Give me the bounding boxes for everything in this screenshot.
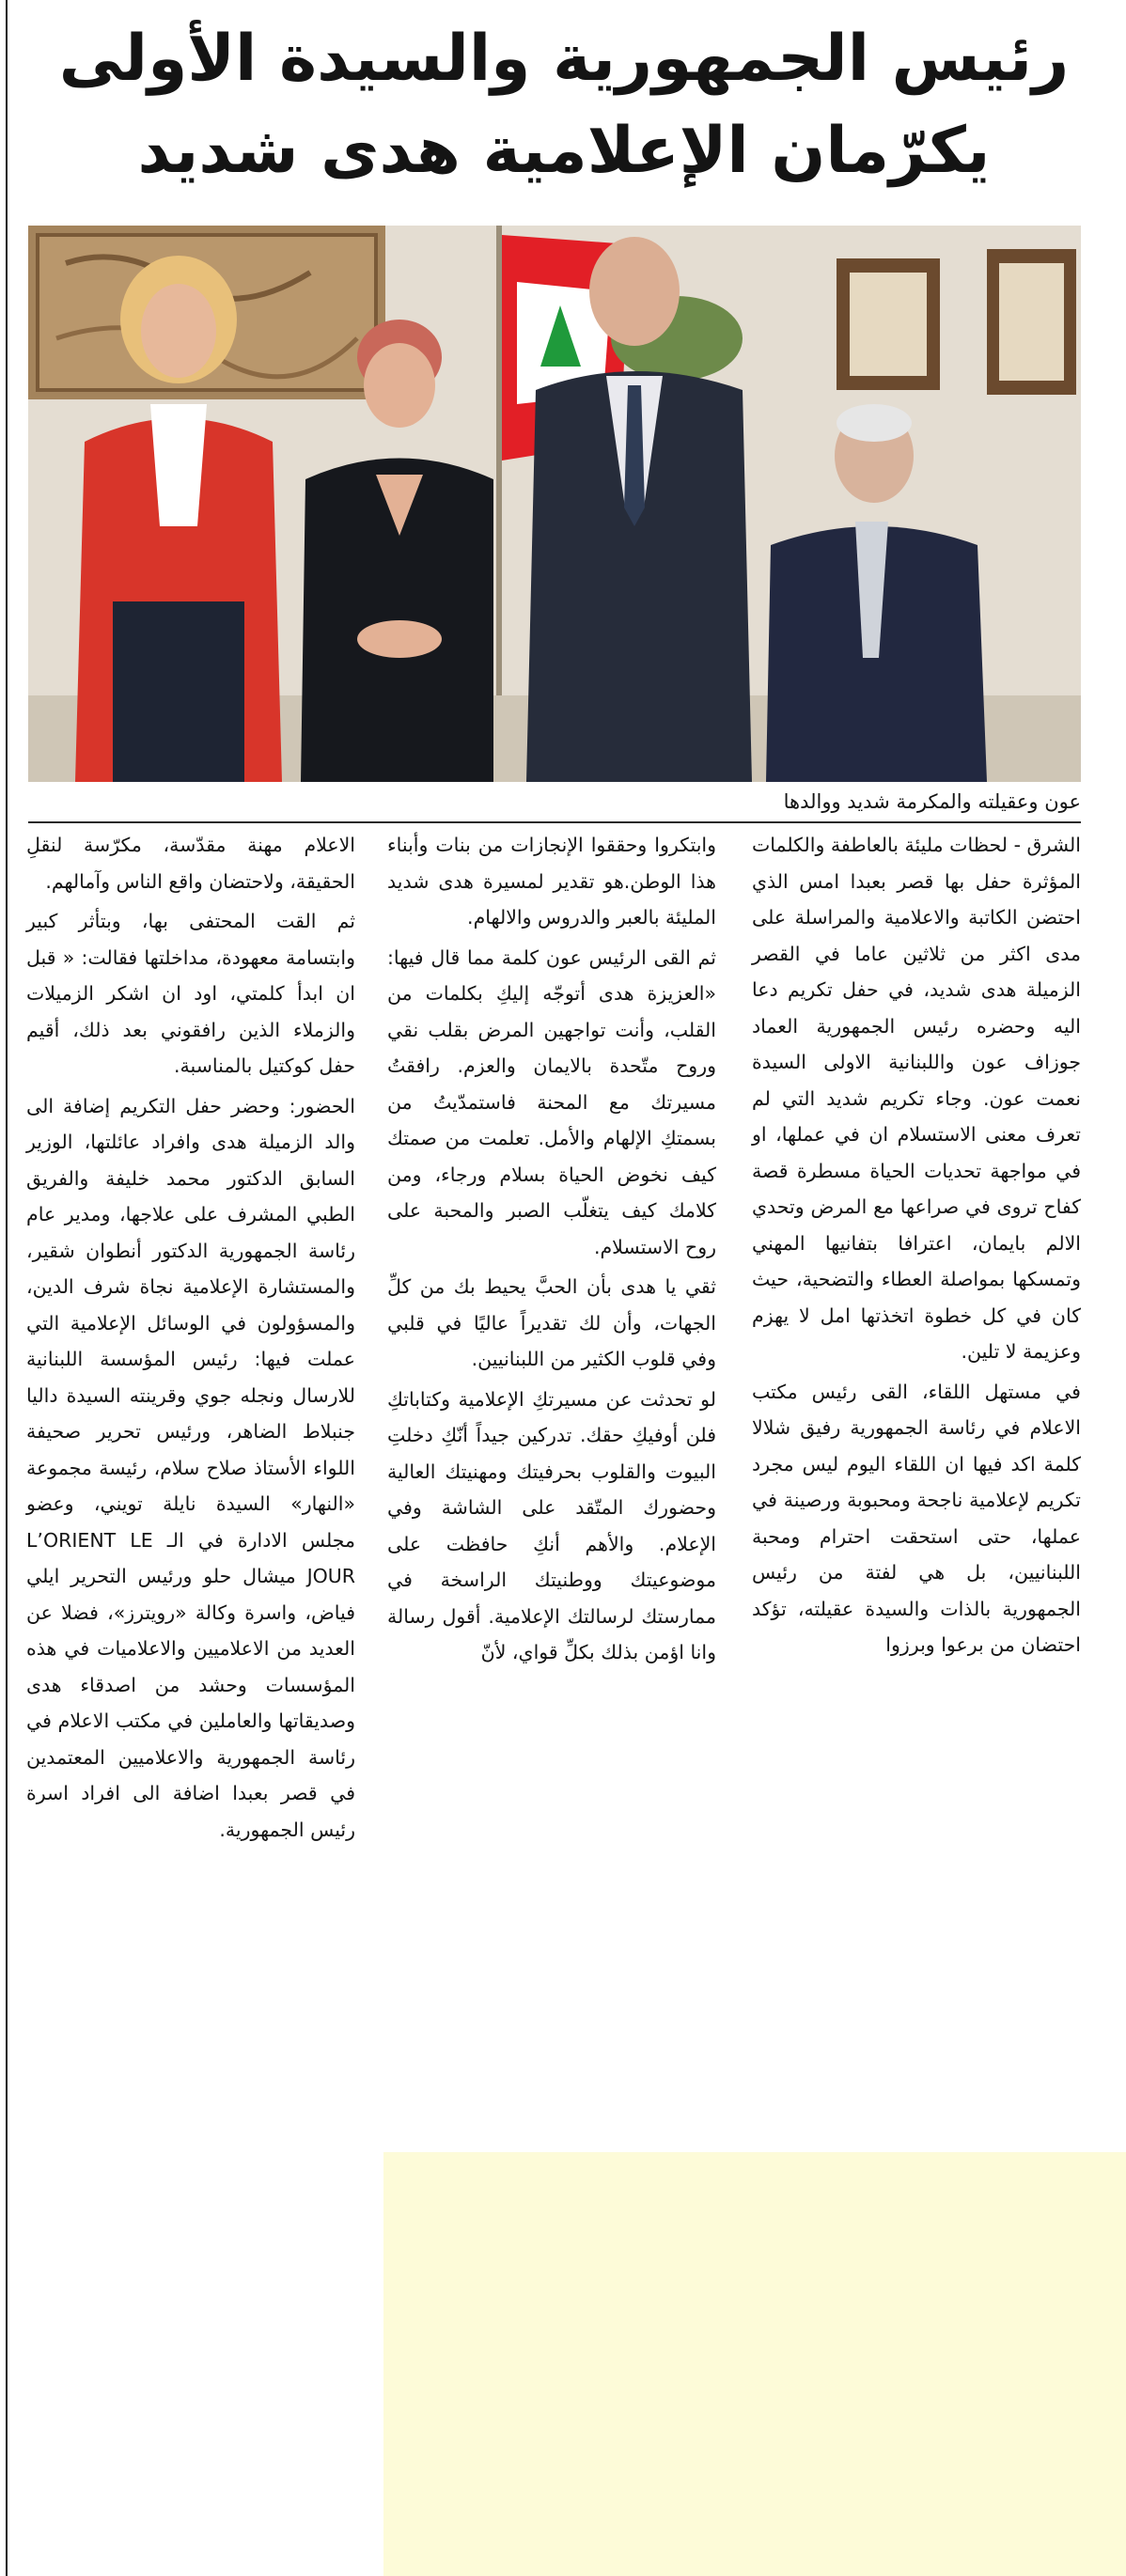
photo-caption: عون وعقيلته والمكرمة شديد ووالدها — [28, 786, 1081, 823]
article-column-right — [752, 827, 1081, 1667]
article-column-left — [26, 827, 355, 1851]
paragraph: لو تحدثت عن مسيرتكِ الإعلامية وكتاباتكِ فلن أوفيكِ حقك. تدركين جيداً أنّكِ دخلتِ البيوت والقلوب بحرفيتك ومهنيتك العالية وحضورك المتّقد على الشاشة وفي الإعلام. والأهم أنكِ حافظت على موضوعيتك ووطنيتك الراسخة في ممارستك لرسالتك الإعلامية. أقول رسالة وانا اؤمن بذلك بكلِّ قواي، لأنّ — [387, 1387, 716, 1663]
headline-line-2: يكرّمان الإعلامية هدى شديد — [137, 114, 991, 188]
headline-line-1: رئيس الجمهورية والسيدة الأولى — [58, 22, 1070, 96]
paragraph: الشرق - لحظات مليئة بالعاطفة والكلمات المؤثرة حفل بها قصر بعبدا امس الذي احتضن الكاتبة والاعلامية والمراسلة على مدى اكثر من ثلاثين عاما في القصر الزميلة هدى شديد، في حفل تكريم دعا اليه وحضره رئيس الجمهورية العماد جوزاف عون واللبنانية الاولى السيدة نعمت عون. وجاء تكريم شديد التي لم تعرف معنى الاستسلام ان في عملها، او في مواجهة تحديات الحياة مسطرة قصة كفاح تروى في صراعها مع المرض وتحدي الالم بايمان، اعترافا بتفانيها المهني وتمسكها بمواصلة العطاء والتضحية، حيث كان في كل خطوة اتخذتها امل لا يهزم وعزيمة لا تلين. — [752, 834, 1081, 1363]
paragraph: في مستهل اللقاء، القى رئيس مكتب الاعلام في رئاسة الجمهورية رفيق شلالا كلمة اكد فيها ان اللقاء اليوم ليس مجرد تكريم لإعلامية ناجحة ومحبوبة ورصينة في عملها، حتى استحقت احترام ومحبة اللبنانيين، بل هي لفتة من رئيس الجمهورية بالذات والسيدة عقيلته، تؤكد احتضان من برعوا وبرزوا — [752, 1380, 1081, 1656]
advertisement-placeholder — [383, 2152, 1126, 2576]
article-column-middle — [387, 827, 716, 1675]
paragraph: ثم القت المحتفى بها، وبتأثر كبير وابتسامة معهودة، مداخلتها فقالت: « قبل ان ابدأ كلمتي، اود ان اشكر الزميلات والزملاء الذين رافقوني بعد ذلك، أقيم حفل كوكتيل بالمناسبة. — [26, 910, 355, 1077]
article-photo — [28, 226, 1081, 782]
page-left-rule — [6, 0, 8, 2576]
paragraph: الحضور: وحضر حفل التكريم إضافة الى والد الزميلة هدى وافراد عائلتها، الوزير السابق الدكتور محمد خليفة والفريق الطبي المشرف على علاجها، ومدير عام رئاسة الجمهورية الدكتور أنطوان شقير، والمستشارة الإعلامية نجاة شرف الدين، والمسؤولون في الوسائل الإعلامية التي عملت فيها: رئيس المؤسسة اللبنانية للارسال ونجله جوي وقرينته السيدة داليا جنبلاط الضاهر، ورئيس تحرير صحيفة اللواء الأستاذ صلاح سلام، رئيسة مجموعة «النهار» السيدة نايلة تويني، وعضو مجلس الادارة في الـ L’ORIENT LE JOUR ميشال حلو ورئيس التحرير ايلي فياض، واسرة وكالة «رويترز»، فضلا عن العديد من الاعلاميين والاعلاميات في هذه المؤسسات وحشد من اصدقاء هدى وصديقاتها والعاملين في مكتب الاعلام في رئاسة الجمهورية والاعلاميين المعتمدين في قصر بعبدا اضافة الى افراد اسرة رئيس الجمهورية. — [26, 1094, 355, 1841]
paragraph: ثقي يا هدى بأن الحبَّ يحيط بك من كلِّ الجهات، وأن لك تقديراً عاليًا في قلبي وفي قلوب الكثير من اللبنانيين. — [387, 1275, 716, 1370]
paragraph: وابتكروا وحققوا الإنجازات من بنات وأبناء هذا الوطن.هو تقدير لمسيرة هدى شديد المليئة بالعبر والدروس والالهام. — [387, 834, 716, 929]
article-headline — [19, 13, 1109, 197]
paragraph: ثم القى الرئيس عون كلمة مما قال فيها: «العزيزة هدى أتوجّه إليكِ بكلمات من القلب، وأنت تواجهين المرض بقلب نقي وروح متّحدة بالايمان والعزم. رافقتُ مسيرتك مع المحنة فاستمدّيتُ من بسمتكِ الإلهام والأمل. تعلمت من صمتك كيف نخوض الحياة بسلام ورجاء، ومن كلامك كيف يتغلّب الصبر والمحبة على روح الاستسلام. — [387, 945, 716, 1258]
paragraph: الاعلام مهنة مقدّسة، مكرّسة لنقلِ الحقيقة، ولاحتضان واقع الناس وآمالهم. — [26, 834, 355, 893]
